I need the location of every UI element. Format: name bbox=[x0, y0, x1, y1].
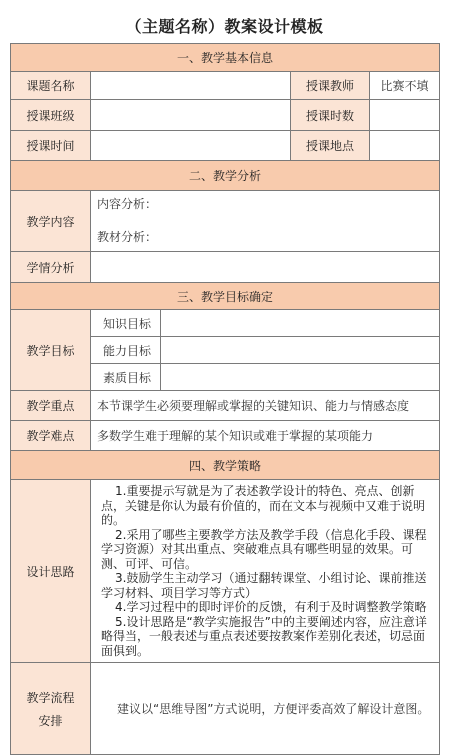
content-label: 教学内容 bbox=[11, 191, 91, 252]
design-point: 4.学习过程中的即时评价的反馈，有利于及时调整教学策略 bbox=[115, 600, 427, 614]
design-point: 3.鼓励学生主动学习（通过翻转课堂、小组讨论、课前推送学习材料、项目学习等方式） bbox=[101, 571, 427, 600]
learner-field[interactable] bbox=[91, 252, 440, 283]
place-label: 授课地点 bbox=[291, 131, 370, 161]
lesson-plan-table bbox=[10, 43, 440, 755]
knowledge-goal-field[interactable] bbox=[161, 310, 440, 337]
key-points-field[interactable]: 本节课学生必须要理解或掌握的关键知识、能力与情感态度 bbox=[91, 391, 440, 421]
flow-label-line1: 教学流程 bbox=[26, 690, 75, 705]
design-point: 5.设计思路是“教学实施报告”中的主要阐述内容，应注意详略得当，一般表述与重点表述要按教案作差别化表述，切忌面面俱到。 bbox=[101, 614, 427, 658]
content-analysis-label: 内容分析： bbox=[97, 197, 158, 211]
flow-field[interactable]: 建议以“思维导图”方式说明，方便评委高效了解设计意图。 bbox=[91, 663, 440, 755]
time-field[interactable] bbox=[91, 131, 291, 161]
difficulty-label: 教学难点 bbox=[11, 421, 91, 451]
place-field[interactable] bbox=[370, 131, 440, 161]
topic-field[interactable] bbox=[91, 72, 291, 100]
design-label: 设计思路 bbox=[11, 480, 91, 663]
section-header-analysis: 二、教学分析 bbox=[11, 161, 440, 191]
learner-label: 学情分析 bbox=[11, 252, 91, 283]
design-field[interactable] bbox=[91, 480, 440, 663]
design-point: 2.采用了哪些主要教学方法及教学手段（信息化手段、课程学习资源）对其出重点、突破难点具有哪些明显的效果。可测、可评、可信。 bbox=[101, 527, 427, 571]
page-title: （主题名称）教案设计模板 bbox=[125, 17, 324, 36]
quality-goal-label: 素质目标 bbox=[91, 364, 161, 391]
section-header-strategy: 四、教学策略 bbox=[11, 451, 440, 480]
ability-goal-field[interactable] bbox=[161, 337, 440, 364]
class-label: 授课班级 bbox=[11, 100, 91, 131]
goals-label: 教学目标 bbox=[11, 310, 91, 391]
textbook-analysis-label: 教材分析： bbox=[97, 230, 158, 244]
content-field[interactable] bbox=[91, 191, 440, 252]
key-points-label: 教学重点 bbox=[11, 391, 91, 421]
quality-goal-field[interactable] bbox=[161, 364, 440, 391]
teacher-field[interactable]: 比赛不填 bbox=[370, 72, 440, 100]
knowledge-goal-label: 知识目标 bbox=[91, 310, 161, 337]
hours-field[interactable] bbox=[370, 100, 440, 131]
difficulty-field[interactable]: 多数学生难于理解的某个知识或难于掌握的某项能力 bbox=[91, 421, 440, 451]
ability-goal-label: 能力目标 bbox=[91, 337, 161, 364]
design-point: 1.重要提示写就是为了表述教学设计的特色、亮点、创新点，关键是你认为最有价值的，而在文本与视频中又难于说明的。 bbox=[101, 484, 426, 527]
section-header-basic: 一、教学基本信息 bbox=[11, 44, 440, 72]
section-header-goals: 三、教学目标确定 bbox=[11, 283, 440, 310]
teacher-label: 授课教师 bbox=[291, 72, 370, 100]
topic-label: 课题名称 bbox=[11, 72, 91, 100]
flow-label bbox=[11, 663, 91, 755]
hours-label: 授课时数 bbox=[291, 100, 370, 131]
class-field[interactable] bbox=[91, 100, 291, 131]
time-label: 授课时间 bbox=[11, 131, 91, 161]
flow-label-line2: 安排 bbox=[38, 713, 63, 728]
